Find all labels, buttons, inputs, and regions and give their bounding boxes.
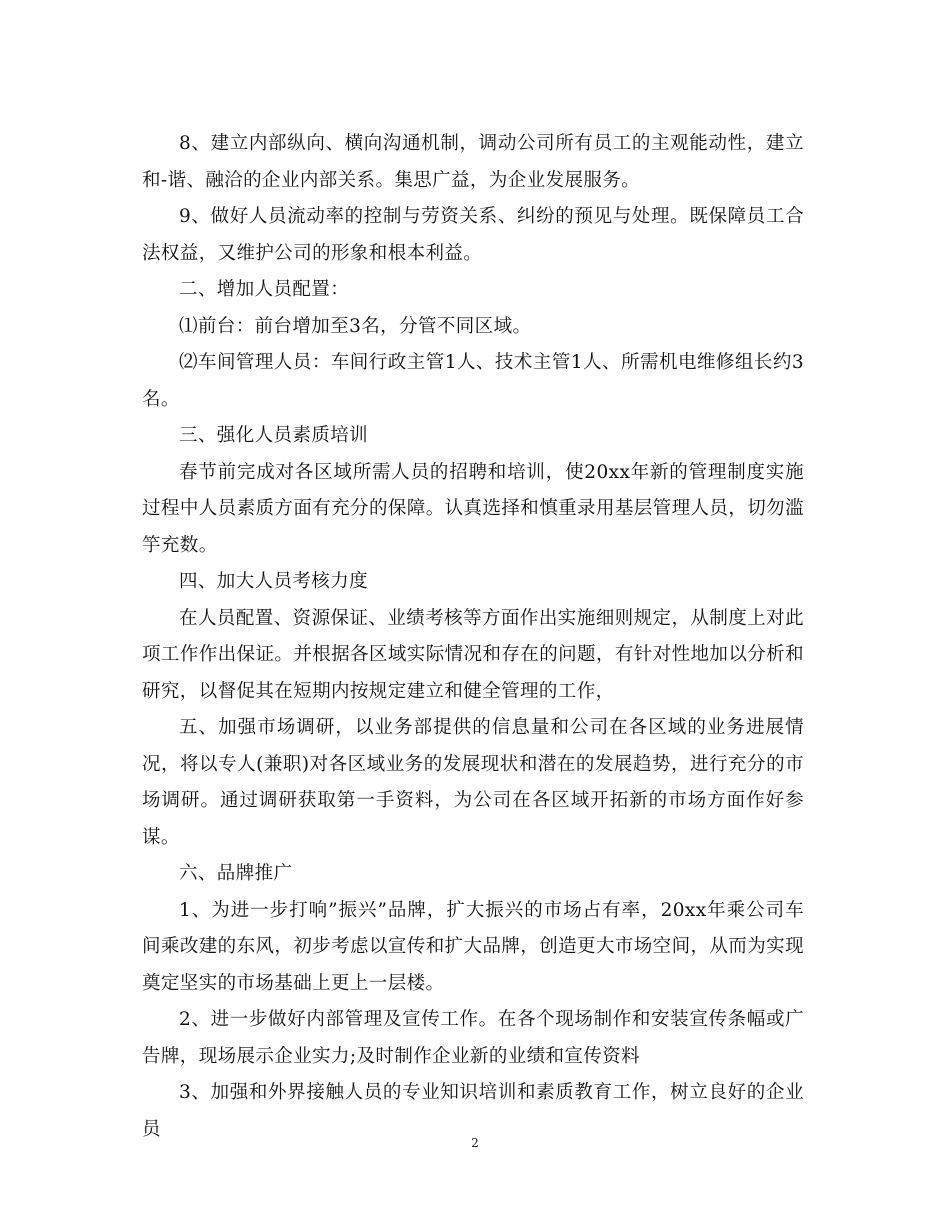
paragraph-brand-2: 2、进一步做好内部管理及宣传工作。在各个现场制作和安装宣传条幅或广告牌，现场展示企业实力;及时制作企业新的业绩和宣传资料 [142,1009,804,1067]
paragraph-item-8: 8、建立内部纵向、横向沟通机制，调动公司所有员工的主观能动性，建立和-谐、融洽的企业内部关系。集思广益，为企业发展服务。 [142,133,804,191]
paragraph-front-desk: ⑴前台：前台增加至3名，分管不同区域。 [179,315,532,337]
paragraph-item-9: 9、做好人员流动率的控制与劳资关系、纠纷的预见与处理。既保障员工合法权益，又维护公司的形象和根本利益。 [142,206,804,264]
document-body [142,126,804,1148]
page-number: 2 [471,1136,479,1150]
section-heading-assessment: 四、加大人员考核力度 [179,571,369,592]
paragraph-brand-1: 1、为进一步打响”振兴”品牌，扩大振兴的市场占有率，20xx年乘公司车间乘改建的东风，初步考虑以宣传和扩大品牌，创造更大市场空间，从而为实现奠定坚实的市场基础上更上一层楼。 [142,899,804,994]
section-heading-training: 三、强化人员素质培训 [179,425,369,446]
paragraph-brand-3: 3、加强和外界接触人员的专业知识培训和素质教育工作，树立良好的企业员 [142,1082,804,1140]
section-heading-brand: 六、品牌推广 [179,863,293,884]
paragraph-training: 春节前完成对各区域所需人员的招聘和培训，使20xx年新的管理制度实施过程中人员素质方面有充分的保障。认真选择和慎重录用基层管理人员，切勿滥竽充数。 [142,461,804,556]
paragraph-assessment: 在人员配置、资源保证、业绩考核等方面作出实施细则规定，从制度上对此项工作作出保证。并根据各区域实际情况和存在的问题，有针对性地加以分析和研究，以督促其在短期内按规定建立和健全管理的工作， [142,607,804,702]
section-heading-staffing: 二、增加人员配置： [179,279,350,300]
paragraph-workshop-managers: ⑵车间管理人员：车间行政主管1人、技术主管1人、所需机电维修组长约3名。 [142,352,804,410]
paragraph-market-research: 五、加强市场调研，以业务部提供的信息量和公司在各区域的业务进展情况，将以专人(兼职)对各区域业务的发展现状和潜在的发展趋势，进行充分的市场调研。通过调研获取第一手资料，为公司在各区域开拓新的市场方面作好参谋。 [142,717,804,848]
